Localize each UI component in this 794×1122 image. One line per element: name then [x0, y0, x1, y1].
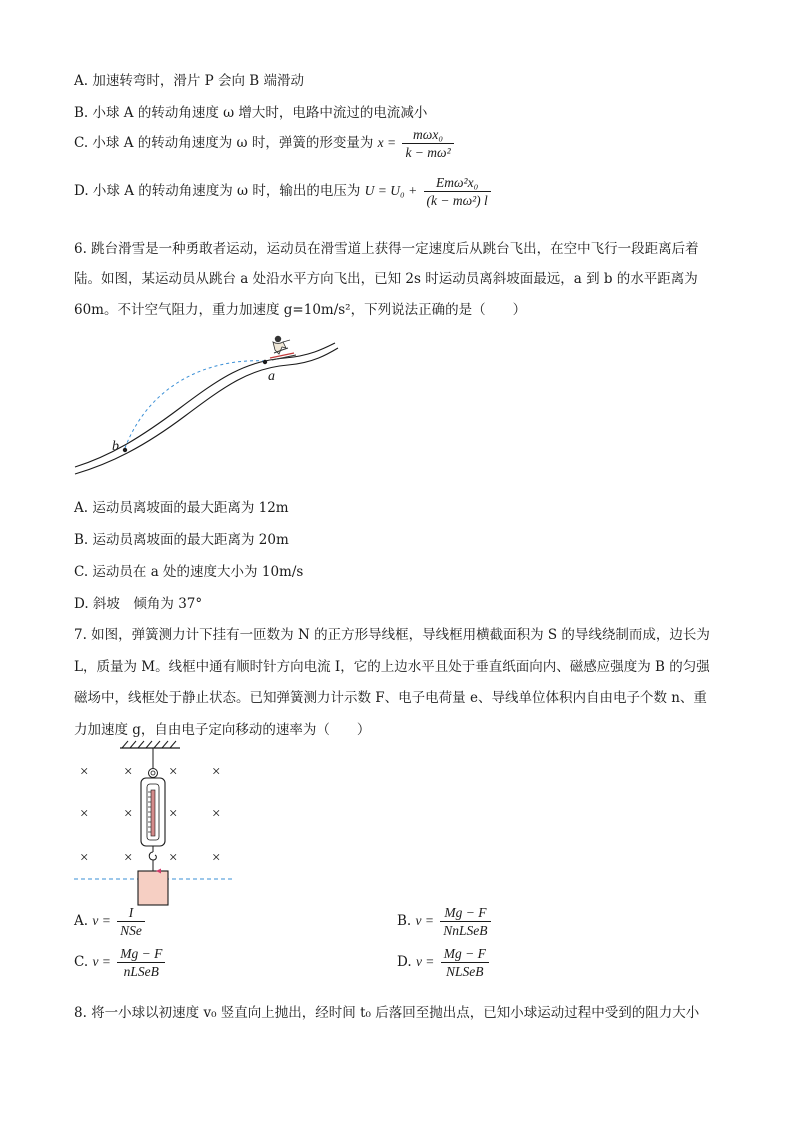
q5-option-c — [74, 126, 456, 161]
q7-option-b-lhs: v = — [415, 913, 434, 928]
q5-option-c-fraction — [402, 126, 453, 161]
q7-option-b-label: B. — [397, 913, 412, 929]
q7-option-d-denominator: NLSeB — [446, 964, 484, 979]
q7-option-a-numerator: I — [117, 904, 145, 922]
field-mark: × — [80, 806, 89, 822]
q5-option-c-denominator: k − mω² — [405, 145, 451, 160]
q6-option-b: B. 运动员离坡面的最大距离为 20m — [74, 532, 289, 548]
q7-option-d-numerator: Mg − F — [441, 945, 489, 963]
q7-option-b-numerator: Mg − F — [440, 904, 490, 922]
q7-option-d — [397, 945, 491, 980]
q7-option-a-denominator: NSe — [120, 923, 142, 938]
field-mark: × — [212, 764, 221, 780]
q5-option-d — [74, 174, 493, 209]
q7-stem-line-1: 7. 如图，弹簧测力计下挂有一匝数为 N 的正方形导线框，导线框用横截面积为 S 的导线绕制而成，边长为 — [74, 627, 710, 643]
scale-indicator — [151, 790, 155, 836]
scale-hook — [149, 852, 156, 860]
q7-option-a — [74, 904, 147, 939]
spring-scale-figure — [70, 738, 240, 908]
scale-ring — [149, 769, 158, 778]
field-mark: × — [169, 764, 178, 780]
q7-stem-line-3: 磁场中，线框处于静止状态。已知弹簧测力计示数 F、电子电荷量 e、导线单位体积内自由电子个数 n、重 — [74, 690, 707, 706]
field-mark: × — [212, 806, 221, 822]
point-a — [263, 360, 267, 364]
field-mark: × — [169, 806, 178, 822]
field-mark: × — [212, 850, 221, 866]
field-mark: × — [80, 850, 89, 866]
q7-option-b-denominator: NnLSeB — [443, 923, 488, 938]
q7-option-c-denominator: nLSeB — [123, 964, 159, 979]
q7-option-c — [74, 945, 167, 980]
q7-option-c-fraction — [117, 945, 165, 980]
q6-option-c: C. 运动员在 a 处的速度大小为 10m/s — [74, 564, 304, 580]
q7-option-d-fraction — [441, 945, 489, 980]
field-mark: × — [124, 806, 133, 822]
q7-option-b — [397, 904, 493, 939]
trajectory-path — [125, 361, 265, 448]
q7-stem-line-2: L，质量为 M。线框中通有顺时针方向电流 I，它的上边水平且处于垂直纸面向内、磁感应强度为 B 的匀强 — [74, 659, 710, 675]
q7-option-c-label: C. — [74, 954, 89, 970]
ski-jump-figure — [70, 328, 350, 478]
q7-option-a-label: A. — [74, 913, 89, 929]
label-b: b — [112, 439, 119, 454]
q5-option-c-text: C. 小球 A 的转动角速度为 ω 时，弹簧的形变量为 — [74, 135, 374, 151]
q5-option-c-numerator: mωx₀ — [402, 126, 453, 144]
q5-option-b: B. 小球 A 的转动角速度 ω 增大时，电路中流过的电流减小 — [74, 105, 428, 121]
q7-option-c-numerator: Mg − F — [117, 945, 165, 963]
q5-option-d-denominator: (k − mω²) l — [426, 193, 488, 208]
q5-option-d-fraction — [424, 174, 491, 209]
q8-stem-line-1: 8. 将一小球以初速度 v₀ 竖直向上抛出，经时间 t₀ 后落回至抛出点，已知小球运动过程中受到的阻力大小 — [74, 1005, 700, 1021]
q7-option-a-fraction — [117, 904, 145, 939]
q5-option-d-text: D. 小球 A 的转动角速度为 ω 时，输出的电压为 — [74, 183, 361, 199]
q6-option-a: A. 运动员离坡面的最大距离为 12m — [74, 500, 289, 516]
q6-stem-line-1: 6. 跳台滑雪是一种勇敢者运动，运动员在滑雪道上获得一定速度后从跳台飞出，在空中飞行一段距离后着 — [74, 241, 699, 257]
ceiling-hatching — [122, 741, 176, 748]
field-mark: × — [169, 850, 178, 866]
wire-frame — [138, 871, 168, 905]
q5-option-d-lhs: U = U₀ + — [364, 183, 418, 198]
q7-stem-line-4: 力加速度 g，自由电子定向移动的速率为（ ） — [74, 722, 371, 738]
q7-option-d-label: D. — [397, 954, 412, 970]
skier-icon — [270, 336, 296, 360]
q6-option-d: D. 斜坡 倾角为 37° — [74, 596, 203, 612]
q6-stem-line-3: 60m。不计空气阻力，重力加速度 g=10m/s²，下列说法正确的是（ ） — [74, 302, 527, 318]
field-mark: × — [124, 764, 133, 780]
slope-lower-edge — [75, 348, 338, 474]
field-mark: × — [124, 850, 133, 866]
q7-option-c-lhs: v = — [92, 954, 111, 969]
field-mark: × — [80, 764, 89, 780]
q7-option-a-lhs: v = — [92, 913, 111, 928]
q5-option-d-numerator: Emω²x₀ — [424, 174, 491, 192]
q5-option-a: A. 加速转弯时，滑片 P 会向 B 端滑动 — [74, 73, 305, 89]
q5-option-c-lhs: x = — [377, 135, 397, 150]
point-b — [123, 448, 127, 452]
label-a: a — [268, 369, 275, 384]
q7-option-b-fraction — [440, 904, 490, 939]
q6-stem-line-2: 陆。如图，某运动员从跳台 a 处沿水平方向飞出，已知 2s 时运动员离斜坡面最远，a 到 b 的水平距离为 — [74, 271, 698, 287]
q7-option-d-lhs: v = — [415, 954, 435, 969]
